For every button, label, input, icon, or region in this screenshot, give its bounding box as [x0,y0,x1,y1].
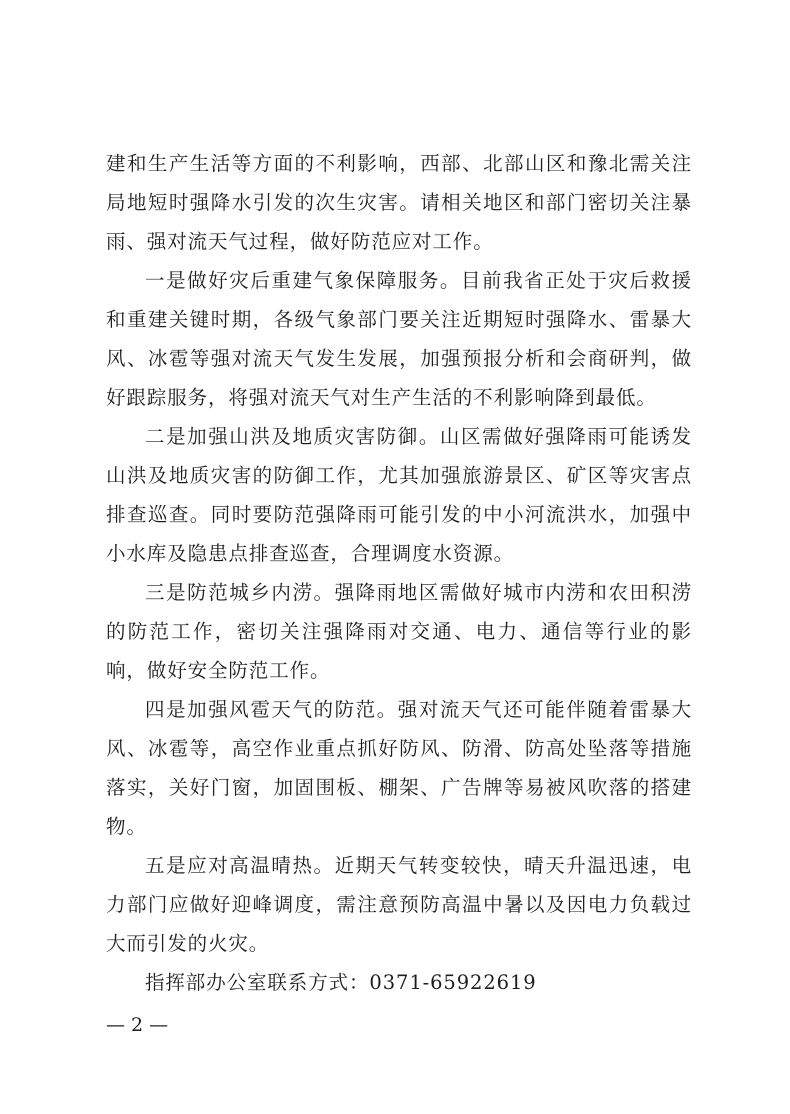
paragraph-impact-summary: 建和生产生活等方面的不利影响，西部、北部山区和豫北需关注局地短时强降水引发的次生灾害。请相关地区和部门密切关注暴雨、强对流天气过程，做好防范应对工作。 [106,152,692,253]
paragraph-contact: 指挥部办公室联系方式：0371-65922619 [145,971,537,994]
paragraph-item-one: 一是做好灾后重建气象保障服务。目前我省正处于灾后救援和重建关键时期，各级气象部门要关注近期短时强降水、雷暴大风、冰雹等强对流天气发生发展，加强预报分析和会商研判，做好跟踪服务，将强对流天气对生产生活的不利影响降到最低。 [106,269,692,409]
document-body [106,144,692,1002]
paragraph-item-three: 三是防范城乡内涝。强降雨地区需做好城市内涝和农田积涝的防范工作，密切关注强降雨对交通、电力、通信等行业的影响，做好安全防范工作。 [106,581,692,682]
paragraph-item-five: 五是应对高温晴热。近期天气转变较快，晴天升温迅速，电力部门应做好迎峰调度，需注意预防高温中暑以及因电力负载过大而引发的火灾。 [106,854,692,955]
paragraph-item-two: 二是加强山洪及地质灾害防御。山区需做好强降雨可能诱发山洪及地质灾害的防御工作，尤其加强旅游景区、矿区等灾害点排查巡查。同时要防范强降雨可能引发的中小河流洪水，加强中小水库及隐患点排查巡查，合理调度水资源。 [106,425,692,565]
page-number: — 2 — [106,1014,169,1036]
paragraph-item-four: 四是加强风雹天气的防范。强对流天气还可能伴随着雷暴大风、冰雹等，高空作业重点抓好防风、防滑、防高处坠落等措施落实，关好门窗，加固围板、棚架、广告牌等易被风吹落的搭建物。 [106,698,692,838]
